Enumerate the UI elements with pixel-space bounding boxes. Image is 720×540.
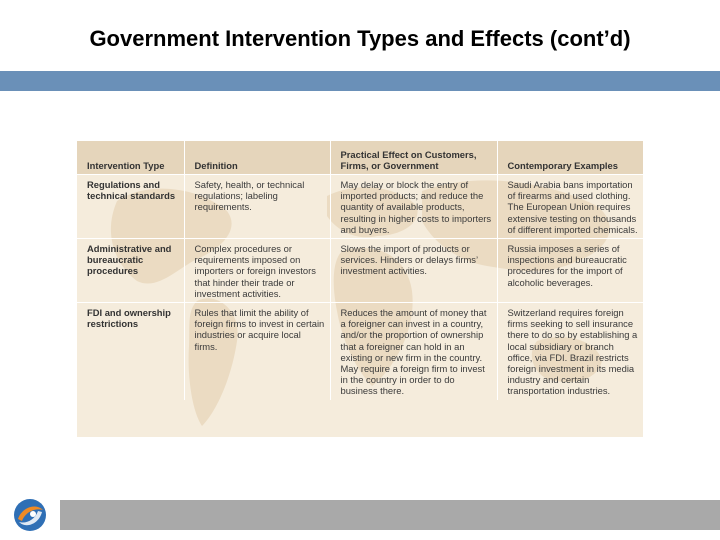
intervention-type-cell: Regulations and technical standards [77, 175, 184, 239]
column-header: Contemporary Examples [497, 141, 643, 175]
definition-cell: Safety, health, or technical regulations; labeling requirements. [184, 175, 330, 239]
column-header: Intervention Type [77, 141, 184, 175]
definition-cell: Complex procedures or requirements imposed on importers or foreign investors that hinder their trade or investment activities. [184, 239, 330, 303]
column-header: Definition [184, 141, 330, 175]
effect-cell: Reduces the amount of money that a foreigner can invest in a country, and/or the proportion of ownership that a foreigner can hold in an existing or new firm in the country. May require a foreign firm to invest in the country in order to do business there. [330, 303, 497, 400]
table-header-row [77, 141, 643, 175]
title-divider-band [0, 71, 720, 91]
intervention-type-cell: Administrative and bureaucratic procedures [77, 239, 184, 303]
example-cell: Saudi Arabia bans importation of firearms and used clothing. The European Union requires extensive testing on thousands of different imported chemicals. [497, 175, 643, 239]
table-row [77, 303, 643, 400]
globe-swirl-logo-icon [12, 497, 48, 533]
definition-cell: Rules that limit the ability of foreign firms to invest in certain industries or acquire local firms. [184, 303, 330, 400]
footer-bar [60, 500, 720, 530]
intervention-table-figure [77, 141, 643, 437]
effect-cell: May delay or block the entry of imported products; and reduce the quantity of available products, resulting in higher costs to importers and buyers. [330, 175, 497, 239]
slide-title: Government Intervention Types and Effects (cont’d) [89, 26, 631, 51]
column-header: Practical Effect on Customers, Firms, or Government [330, 141, 497, 175]
intervention-type-cell: FDI and ownership restrictions [77, 303, 184, 400]
example-cell: Switzerland requires foreign firms seeking to sell insurance there to do so by establishing a local subsidiary or branch office, via FDI. Brazil restricts foreign investment in its media industry and certain transportation industries. [497, 303, 643, 400]
table-row [77, 239, 643, 303]
table-row [77, 175, 643, 239]
example-cell: Russia imposes a series of inspections and bureaucratic procedures for the import of alcoholic beverages. [497, 239, 643, 303]
intervention-table [77, 141, 643, 400]
effect-cell: Slows the import of products or services. Hinders or delays firms’ investment activities. [330, 239, 497, 303]
